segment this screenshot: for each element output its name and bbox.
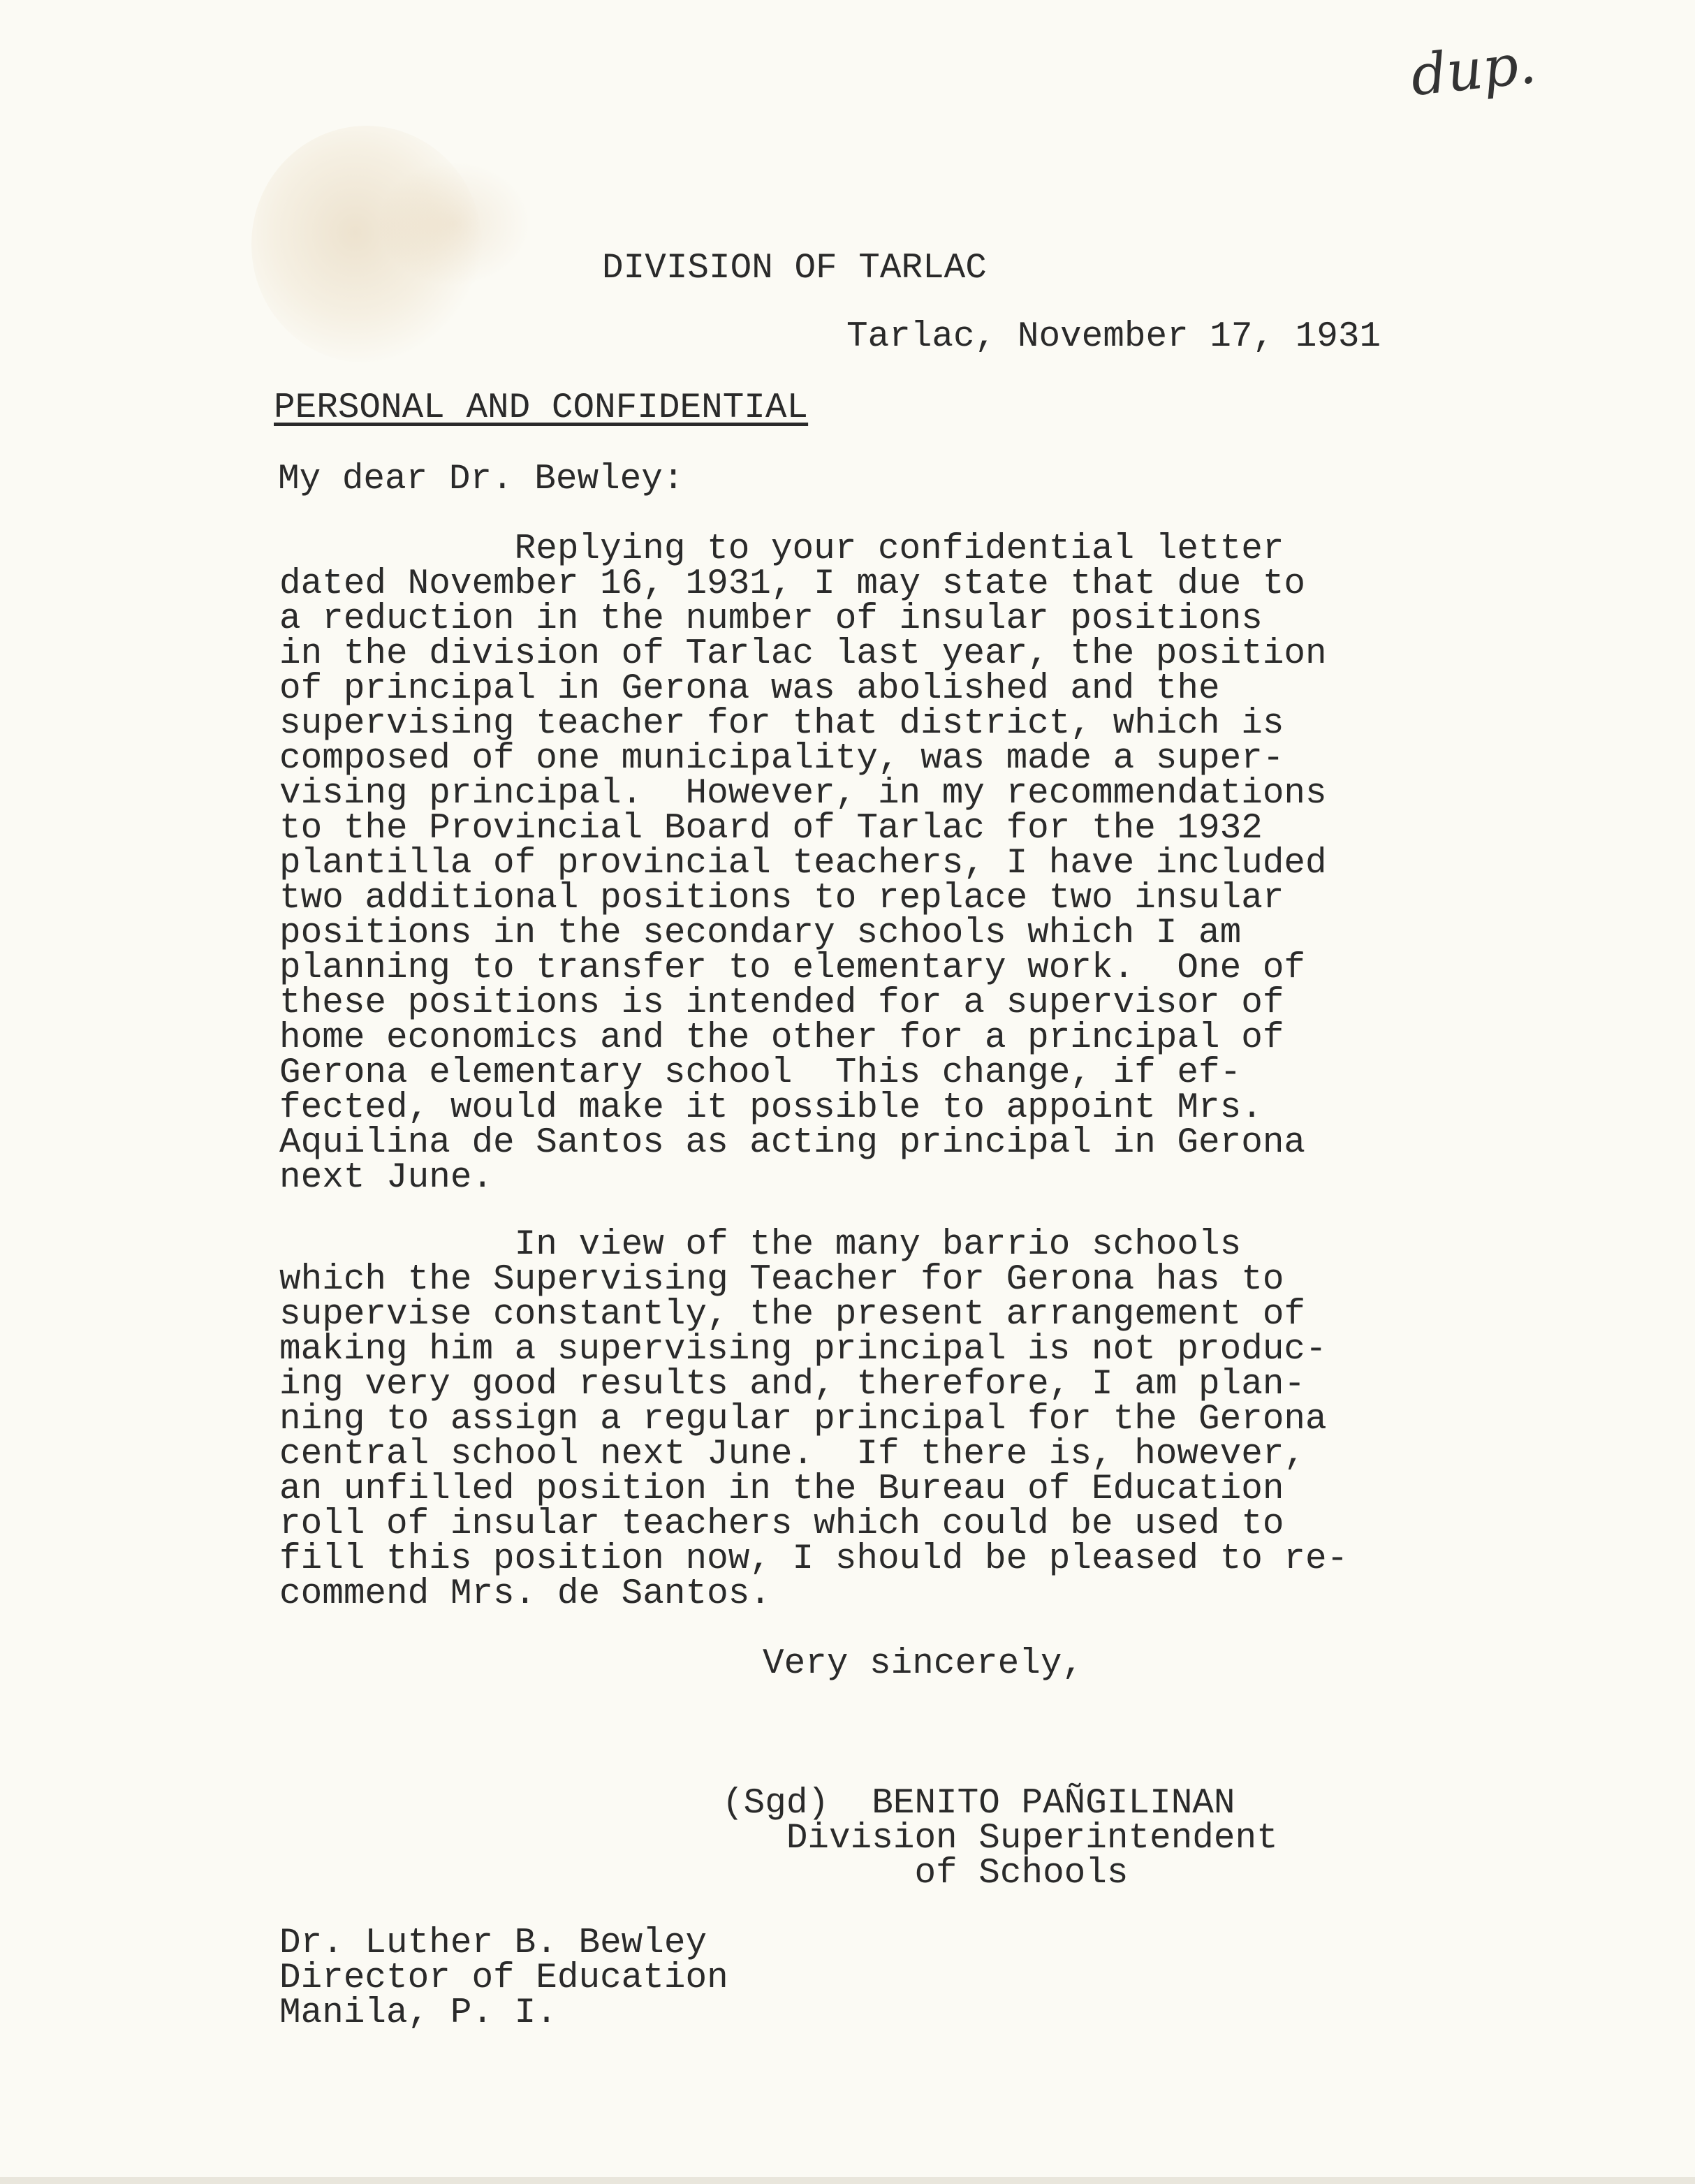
letter-heading: DIVISION OF TARLAC <box>602 249 987 288</box>
letter-paragraph-1: Replying to your confidential letter dated November 16, 1931, I may state that due to a reduction in the number of insular positions in the division of Tarlac last year, the position of principal in Gerona was abolished and the supervising teacher for that district, which is composed of one municipality, was made a super- vising principal. However, in my recommendations to the Provincial Board of Tarlac for the 1932 plantilla of provincial teachers, I have included two additional positions to replace two insular positions in the secondary schools which I am planning to transfer to elementary work. One of these positions is intended for a supervisor of home economics and the other for a principal of Gerona elementary school This change, if ef- fected, would make it possible to appoint Mrs. Aquilina de Santos as acting principal in Gerona next June. <box>279 529 1327 1198</box>
page-edge <box>0 2177 1695 2184</box>
letter-dateline: Tarlac, November 17, 1931 <box>846 317 1381 357</box>
letter-paragraph-2: In view of the many barrio schools which the Supervising Teacher for Gerona has to supervise constantly, the present arrangement of making him a supervising principal is not produc- ing very good results and, therefore, I am plan- ning to assign a regular principal for the Gerona central school next June. If there is, however, an unfilled position in the Bureau of Education roll of insular teachers which could be used to fill this position now, I should be pleased to re- commend Mrs. de Santos. <box>279 1225 1349 1614</box>
handwritten-note: dup. <box>1407 30 1539 109</box>
signature-block: (Sgd) BENITO PAÑGILINAN Division Superintendent of Schools <box>722 1784 1278 1893</box>
letter-closing: Very sincerely, <box>763 1644 1084 1684</box>
letter-salutation: My dear Dr. Bewley: <box>278 460 684 499</box>
addressee-block: Dr. Luther B. Bewley Director of Education Manila, P. I. <box>279 1923 728 2033</box>
paper-stain <box>377 161 531 286</box>
confidential-label: PERSONAL AND CONFIDENTIAL <box>274 388 809 428</box>
